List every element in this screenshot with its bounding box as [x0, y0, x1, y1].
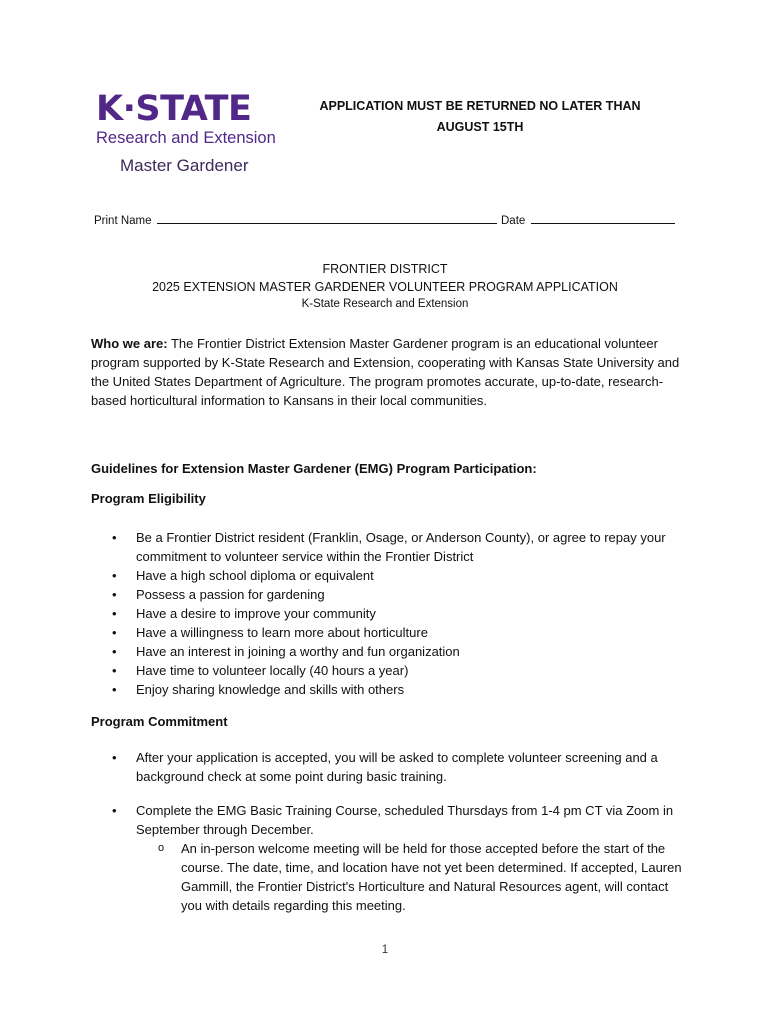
commitment-sub-item — [136, 839, 691, 915]
date-line[interactable] — [531, 213, 675, 224]
who-we-are-label: Who we are: — [91, 336, 168, 351]
list-item: • Have time to volunteer locally (40 hours a year) — [91, 661, 691, 680]
list-item: • Be a Frontier District resident (Franklin, Osage, or Anderson County), or agree to repay your commitment to volunteer service within the Frontier District — [91, 528, 691, 566]
who-we-are-text: The Frontier District Extension Master Gardener program is an educational volunteer program supported by K-State Research and Extension, cooperating with Kansas State University and the United States Department of Agriculture. The program promotes accurate, up-to-date, research-based horticultural information to Kansans in their local communities. — [91, 336, 680, 408]
deadline-notice — [300, 96, 660, 138]
list-item: • Enjoy sharing knowledge and skills with others — [91, 680, 691, 699]
print-name-field[interactable] — [94, 213, 497, 227]
commitment-sub-text: An in-person welcome meeting will be held for those accepted before the start of the course. The date, time, and location have not yet been determined. If accepted, Lauren Gammill, the Frontier District's Horticulture and Natural Resources agent, will contact you with details regarding this meeting. — [181, 841, 682, 913]
list-item — [91, 801, 691, 915]
page-number: 1 — [381, 944, 389, 956]
sub-bullet-marker: o — [158, 842, 165, 854]
program-title: 2025 EXTENSION MASTER GARDENER VOLUNTEER PROGRAM APPLICATION — [152, 280, 618, 294]
kstate-master-gardener-logo — [96, 89, 281, 176]
list-item: • After your application is accepted, you will be asked to complete volunteer screening and a background check at some point during basic training. — [91, 748, 691, 786]
list-item: • Have a high school diploma or equivalent — [91, 566, 691, 585]
list-item: • Have a willingness to learn more about horticulture — [91, 623, 691, 642]
deadline-line-1: APPLICATION MUST BE RETURNED NO LATER THAN — [319, 99, 641, 113]
commitment-training-text: Complete the EMG Basic Training Course, scheduled Thursdays from 1-4 pm CT via Zoom in September through December. — [136, 803, 674, 837]
who-we-are-paragraph — [91, 334, 681, 410]
eligibility-heading: Program Eligibility — [91, 491, 206, 506]
date-label: Date — [501, 215, 526, 227]
list-item: • Have a desire to improve your community — [91, 604, 691, 623]
print-name-label: Print Name — [94, 215, 152, 227]
logo-kstate-wordmark: K·STATE — [96, 89, 252, 129]
eligibility-list — [91, 528, 691, 699]
commitment-list-2 — [91, 801, 691, 915]
date-field[interactable] — [501, 213, 675, 227]
commitment-heading: Program Commitment — [91, 714, 228, 729]
logo-master-gardener: Master Gardener — [120, 156, 249, 175]
commitment-list-1 — [91, 748, 691, 786]
logo-research-extension: Research and Extension — [96, 129, 276, 147]
district-title: FRONTIER DISTRICT — [322, 262, 448, 276]
org-subtitle: K-State Research and Extension — [301, 298, 469, 310]
guidelines-heading: Guidelines for Extension Master Gardener (EMG) Program Participation: — [91, 461, 537, 476]
list-item: • Possess a passion for gardening — [91, 585, 691, 604]
deadline-line-2: AUGUST 15TH — [436, 120, 524, 134]
print-name-line[interactable] — [157, 213, 497, 224]
list-item: • Have an interest in joining a worthy and fun organization — [91, 642, 691, 661]
